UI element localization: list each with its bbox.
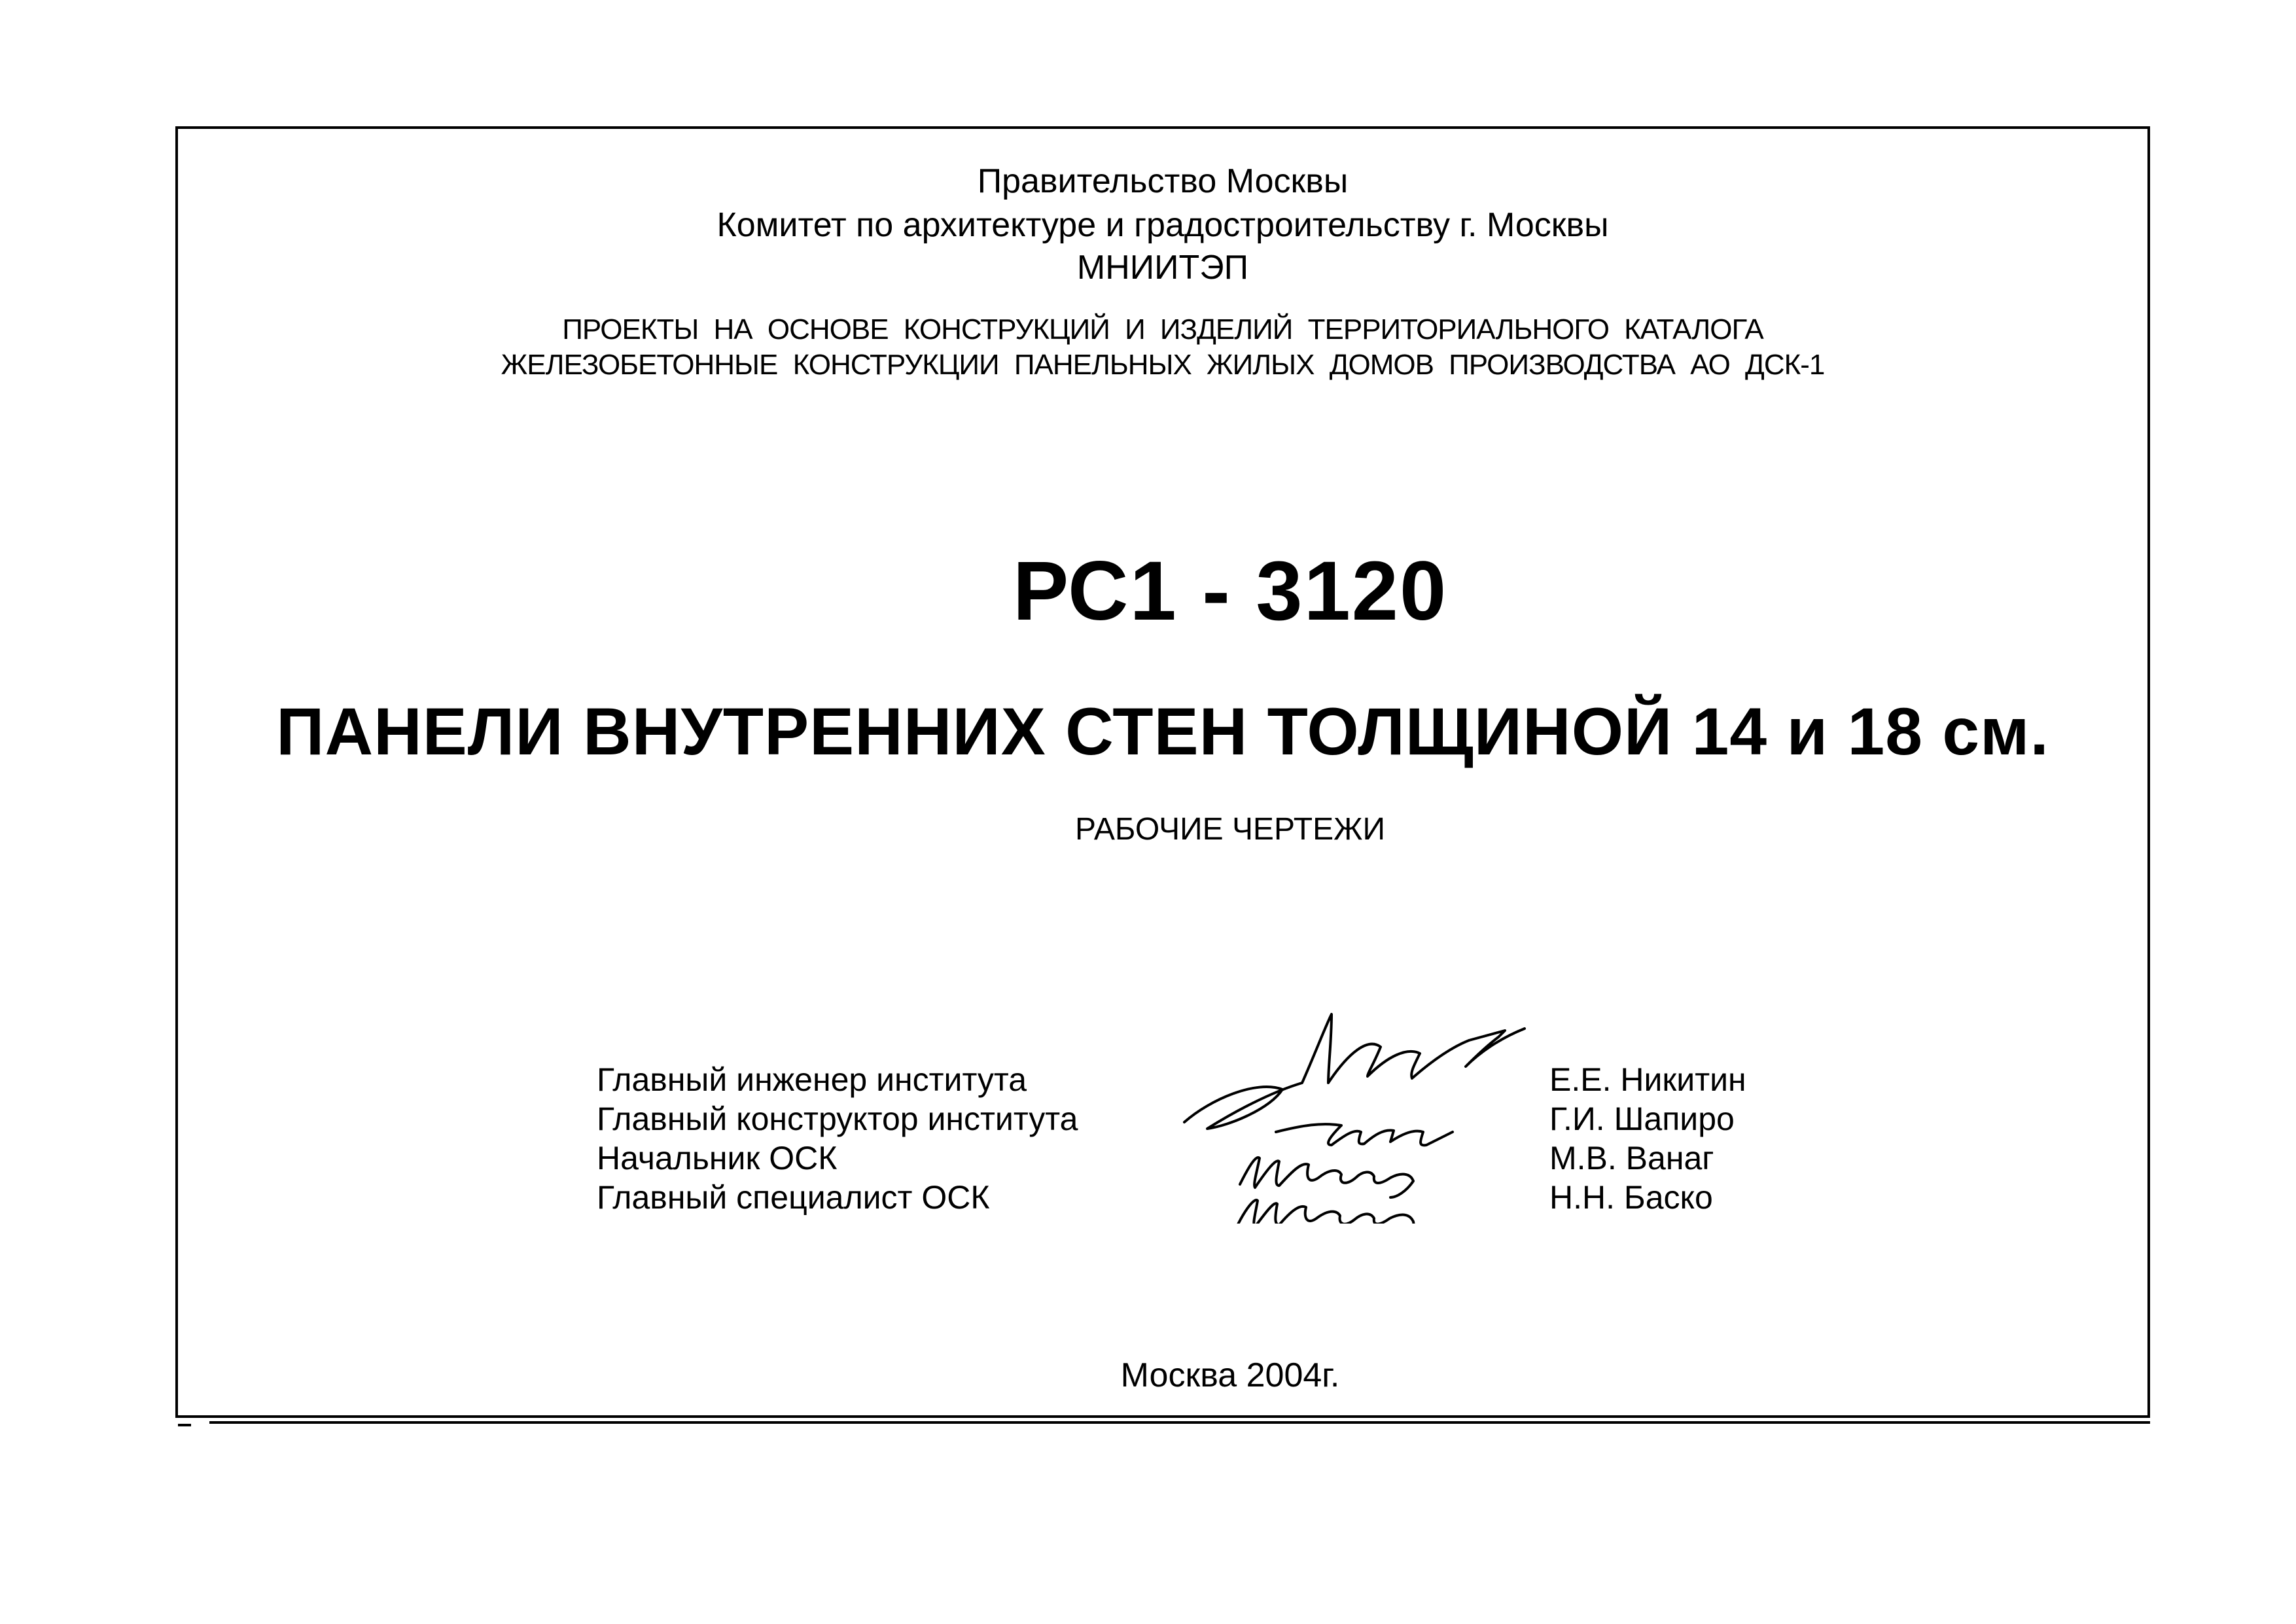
signature-vanag bbox=[1240, 1157, 1413, 1197]
approvals-names bbox=[1549, 1060, 1746, 1217]
position-label: Главный специалист ОСК bbox=[597, 1179, 990, 1216]
scan-mark bbox=[178, 1424, 191, 1426]
series-line-2: ЖЕЛЕЗОБЕТОННЫЕ КОНСТРУКЦИИ ПАНЕЛЬНЫХ ЖИЛЫХ ДОМОВ ПРОИЗВОДСТВА АО ДСК-1 bbox=[501, 349, 1825, 381]
scan-mark bbox=[175, 461, 178, 494]
document-title: ПАНЕЛИ ВНУТРЕННИХ СТЕН ТОЛЩИНОЙ 14 и 18 см. bbox=[276, 694, 2049, 769]
institute-name: МНИИТЭП bbox=[1076, 249, 1249, 287]
scan-mark bbox=[175, 1374, 178, 1383]
approver-name: Е.Е. Никитин bbox=[1549, 1061, 1746, 1098]
signature-basko bbox=[1237, 1200, 1415, 1224]
series-line-1: ПРОЕКТЫ НА ОСНОВЕ КОНСТРУКЦИЙ И ИЗДЕЛИЙ ТЕРРИТОРИАЛЬНОГО КАТАЛОГА bbox=[562, 313, 1763, 345]
position-label: Начальник ОСК bbox=[597, 1140, 838, 1176]
approvals-positions bbox=[597, 1060, 1078, 1217]
document-code: РС1 - 3120 bbox=[1012, 544, 1448, 638]
document-subtitle: РАБОЧИЕ ЧЕРТЕЖИ bbox=[1075, 812, 1385, 847]
approver-name: Г.И. Шапиро bbox=[1549, 1101, 1735, 1137]
scan-mark bbox=[175, 412, 178, 438]
bottom-rule bbox=[209, 1421, 2150, 1424]
approver-name: Н.Н. Баско bbox=[1549, 1179, 1713, 1216]
place-year: Москва 2004г. bbox=[1120, 1356, 1340, 1394]
position-label: Главный инженер института bbox=[597, 1061, 1027, 1098]
approver-name: М.В. Ванаг bbox=[1549, 1140, 1714, 1176]
signature-nikitin bbox=[1184, 1014, 1525, 1129]
committee-name: Комитет по архитектуре и градостроительству г. Москвы bbox=[716, 206, 1609, 244]
government-name: Правительство Москвы bbox=[977, 162, 1349, 200]
position-label: Главный конструктор института bbox=[597, 1101, 1078, 1137]
signature-shapiro bbox=[1276, 1124, 1453, 1145]
